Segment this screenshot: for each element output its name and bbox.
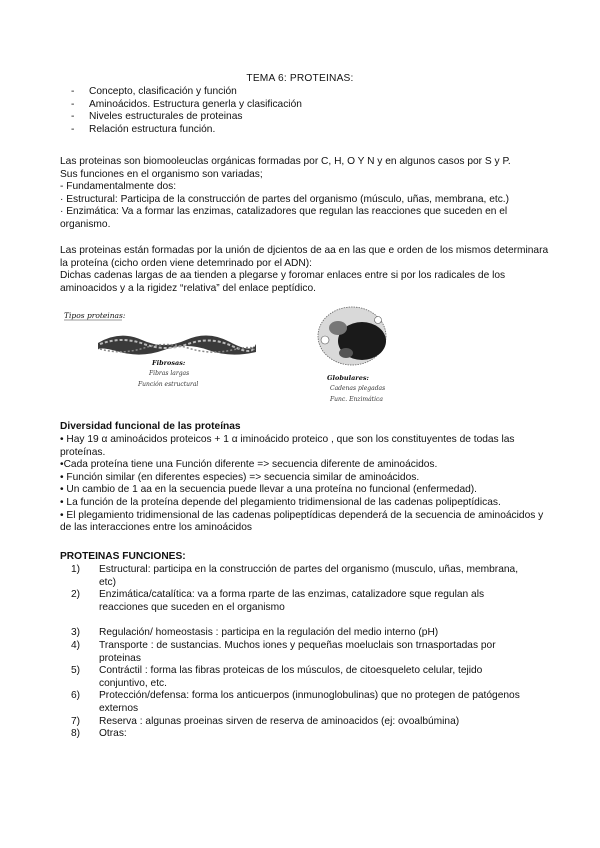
protein-types-figure [60, 306, 400, 418]
function-text: Regulación/ homeostasis : participa en la regulación del medio interno (pH) [99, 627, 439, 639]
intro-line: - Fundamentalmente dos: [60, 181, 177, 193]
function-item [71, 665, 531, 690]
fibrous-protein-illustration [98, 335, 256, 354]
function-item [71, 627, 531, 640]
function-item [71, 589, 531, 614]
diversity-heading: Diversidad funcional de las proteínas [60, 421, 241, 432]
spacer [71, 614, 531, 627]
diversity-item: •Cada proteína tiene una Función diferente => secuencia diferente de aminoácidos. [60, 459, 438, 471]
function-item [71, 690, 531, 715]
function-text: Protección/defensa: forma los anticuerpos (inmunoglobulinas) que no protegen de patógenos externos [99, 690, 520, 714]
function-text: Estructural: participa en la construcción de partes del organismo (musculo, uñas, membrana, etc) [99, 564, 519, 588]
function-number: 1) [71, 564, 81, 575]
topic-item: - Aminoácidos. Estructura generla y clasificación [71, 99, 302, 112]
intro-line: · Enzimática: Va a formar las enzimas, catalizadores que regulan las reacciones que suceden en el organismo. [60, 206, 508, 230]
globular-line1: Cadenas plegadas [330, 385, 386, 392]
functions-list [71, 564, 531, 741]
topic-item: - Niveles estructurales de proteinas [71, 111, 302, 124]
diversity-item: • Un cambio de 1 aa en la secuencia puede llevar a una proteína no funcional (enfermedad). [60, 484, 477, 496]
intro-line: Sus funciones en el organismo son variadas; [60, 168, 263, 180]
function-number: 6) [71, 690, 81, 702]
function-text: Contráctil : forma las fibras proteicas de los músculos, de citoesqueleto celular, tejido conjuntivo, etc. [99, 665, 483, 689]
composition-paragraph [60, 245, 550, 295]
globular-title: Globulares: [327, 374, 369, 382]
topic-item: - Relación estructura función. [71, 124, 302, 137]
diversity-list [60, 434, 550, 535]
function-number: 5) [71, 665, 81, 677]
function-text: Transporte : de sustancias. Muchos iones y pequeñas moeluclais son trnasportadas por proteinas [99, 639, 496, 664]
globular-line2: Func. Enzimática [330, 396, 383, 403]
intro-line: · Estructural: Participa de la construcción de partes del organismo (músculo, uñas, membrana, etc.) [60, 193, 510, 205]
page-title: TEMA 6: PROTEINAS: [246, 73, 354, 84]
intro-line: Las proteinas son biomooleuclas orgánicas formadas por C, H, O Y N y en algunos casos por S y P. [60, 156, 511, 167]
function-item [71, 716, 531, 729]
fibrous-title: Fibrosas: [152, 359, 186, 367]
function-item [71, 640, 531, 665]
function-text: Otras: [99, 728, 127, 740]
globular-protein-illustration [318, 307, 386, 365]
composition-line: Las proteinas están formadas por la unión de djcientos de aa en las que e orden de los mismos determinara la proteína (cicho orden viene detemrinado por el ADN): [60, 245, 549, 269]
function-number: 7) [71, 715, 81, 727]
function-number: 3) [71, 627, 81, 639]
figure-label: Tipos proteinas: [64, 311, 126, 320]
diversity-item: • Hay 19 α aminoácidos proteicos + 1 α iminoácido proteico , que son los constituyentes de todas las proteínas. [60, 434, 515, 458]
fibrous-line2: Función estructural [138, 381, 199, 388]
composition-line: Dichas cadenas largas de aa tienden a plegarse y foromar enlaces entre si por los radicales de los aminoacidos y a la rigidez “relativa” del enlace peptídico. [60, 270, 506, 294]
intro-paragraph [60, 156, 550, 232]
diversity-item: • Función similar (en diferentes especies) => secuencia similar de aminoácidos. [60, 471, 420, 483]
diversity-item: • El plegamiento tridimensional de las cadenas polipeptídicas dependerá de la secuencia de aminoácidos y de las interacciones entre los aminoácidos [60, 509, 544, 534]
function-item [71, 564, 531, 589]
diversity-item: • La función de la proteína depende del plegamiento tridimensional de las cadenas polipeptídicas. [60, 496, 501, 508]
function-number: 2) [71, 589, 81, 601]
function-number: 4) [71, 639, 81, 651]
fibrous-line1: Fibras largas [149, 370, 190, 377]
function-number: 8) [71, 728, 81, 740]
topic-list [71, 86, 302, 136]
topic-item: - Concepto, clasificación y función [71, 86, 302, 99]
function-text: Enzimática/catalítica: va a forma rparte de las enzimas, catalizadore sque regulan als reacciones que suceden en el organismo [99, 589, 485, 613]
functions-heading: PROTEINAS FUNCIONES: [60, 551, 186, 562]
function-text: Reserva : algunas proeinas sirven de reserva de aminoacidos (ej: ovoalbúmina) [99, 715, 460, 727]
function-item [71, 728, 531, 741]
